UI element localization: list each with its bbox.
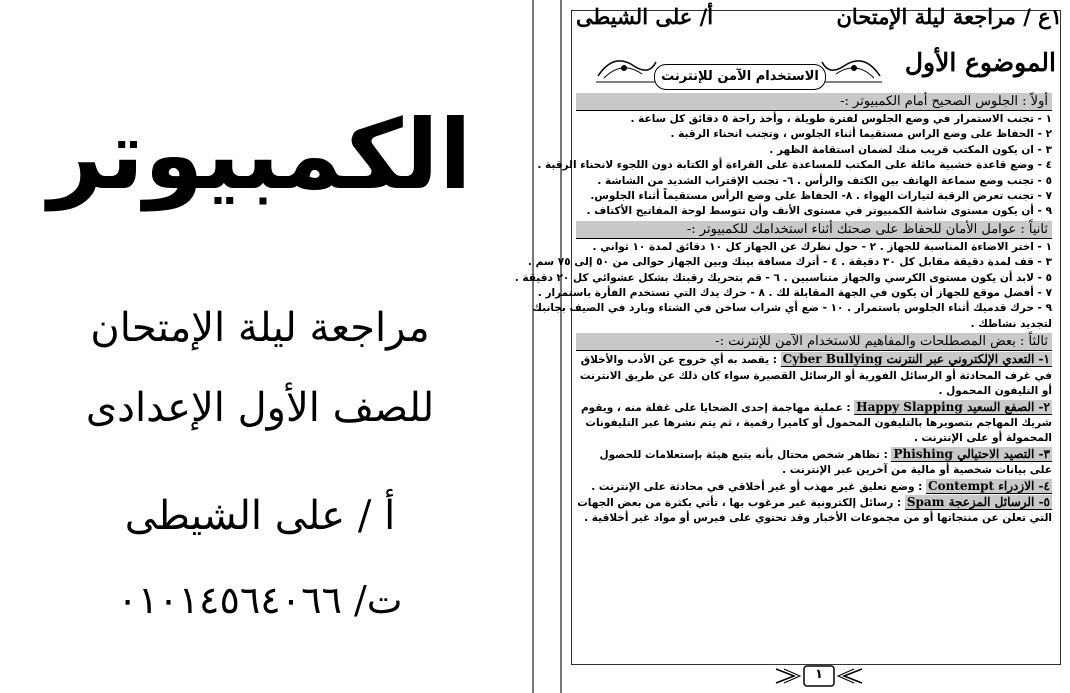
list-item: ٧ - أفضل موقع للجهاز أن يكون في الجهة المقابلة لك . ٨ - حرك يدك التي تستخدم الفأرة باستمرار .: [537, 287, 1052, 300]
term-item: [576, 400, 1052, 447]
term-label: ١- التعدي الإلكتروني عبر النترنت Cyber Bullying: [782, 352, 1050, 367]
page-number: ١: [815, 667, 823, 682]
topic-title: الموضوع الأول: [904, 48, 1056, 77]
list-item: ١ - اختر الاضاءة المناسبة للجهاز . ٢ - حول نظرك عن الجهاز كل ١٠ دقائق لمدة ١٠ ثواني .: [592, 240, 1052, 253]
list-item: ٧ - تجنب تعرض الرقبة لتيارات الهواء . ٨- الحفاظ على وضع الرأس مستقيماً أثناء الجلوس.: [590, 190, 1052, 203]
page-content: [514, 92, 1052, 527]
page-gutter: [532, 0, 562, 693]
page-header: [564, 4, 1070, 34]
list-item: ٣ - قف لمدة دقيقة مقابل كل ٣٠ دقيقة . ٤ - أترك مسافة بينك وبين الجهاز حوالى من ٥٠ إلى ٧٥ سم .: [527, 256, 1052, 269]
cover-title: الكمبيوتر: [48, 99, 472, 211]
list-item: ٩ - أن يكون مستوى شاشة الكمبيوتر في مستوى الأنف وأن تتوسط لوحة المفاتيح الأكتاف .: [586, 205, 1052, 218]
decorative-banner: [594, 48, 884, 84]
topic-row: [576, 38, 1062, 88]
list-item: ٥ - لابد أن يكون مستوى الكرسي والجهاز متناسبين . ٦ - قم بتحريك رقبتك بشكل عشوائي كل ٢٠ دقيقة .: [514, 271, 1052, 284]
header-review: ١ع / مراجعة ليلة الإمتحان: [836, 4, 1062, 29]
cover-subtitle: مراجعة ليلة الإمتحان: [90, 305, 430, 351]
term-definition: : وضع تعليق غير مهذب أو غير أخلاقي في محادثة على الإنترنت .: [591, 480, 923, 493]
list-item: لتجديد نشاطك .: [970, 317, 1052, 330]
term-item: [576, 479, 1052, 495]
term-item: [576, 447, 1052, 479]
topic-banner: الاستخدام الآمن للإنترنت: [654, 64, 826, 90]
section-heading-1: أولاً : الجلوس الصحيح أمام الكمبيوتر :-: [576, 93, 1052, 111]
cover-page: [0, 0, 532, 693]
content-page: [514, 0, 1070, 693]
section-heading-2: ثانياً : عوامل الأمان للحفاظ على صحتك أثناء استخدامك للكمبيوتر :-: [576, 221, 1052, 239]
list-item: ٣ - ان يكون المكتب قريب منك لضمان استقامة الظهر .: [769, 143, 1052, 156]
term-definition: : تظاهر شخص محتال بأنه يتبع هيئة بإستعلامات للحصول على بيانات شخصية أو مالية من آخرين عبر الإنترنت .: [599, 448, 1052, 477]
list-item: ٢ - الحفاظ على وضع الراس مستقيما أثناء الجلوس ، وتجنب انحناء الرقبة .: [670, 128, 1052, 141]
term-definition: : يقصد به أي خروج عن الأدب والأخلاق في غرف المحادثة أو الرسائل الفورية أو الرسائل القصيرة سواء كان ذلك عن طريق الانترنت أو التليفون المحمول .: [579, 354, 1052, 398]
cover-grade: للصف الأول الإعدادى: [85, 385, 435, 431]
term-label: ٤- الازدراء Contempt: [928, 478, 1050, 493]
term-definition: : رسائل إلكترونية غير مرغوب بها ، تأتي بكثرة من بعض الجهات التي تعلن عن منتجاتها أو من مجموعات الأخبار وقد تحتوي على فيرس أو مواد غير أخلاقية .: [577, 496, 1052, 525]
header-teacher: أ/ على الشيطى: [576, 4, 714, 29]
term-item: [576, 495, 1052, 527]
list-item: ٤ - وضع قاعدة خشبية مائلة على المكتب للمساعدة على القراءة أو الكتابة دون اللجوء لانحناء الرقبة .: [537, 159, 1052, 172]
term-label: ٢- الصفع السعيد Happy Slapping: [856, 399, 1050, 414]
section-heading-3: ثالثاً : بعض المصطلحات والمفاهيم للاستخدام الآمن للإنترنت :-: [576, 333, 1052, 351]
term-label: ٥- الرسائل المزعجة Spam: [906, 494, 1050, 509]
page-number-badge: [774, 665, 864, 687]
cover-phone: ت/ ٠١٠١٤٥٦٤٠٦٦: [117, 578, 403, 622]
term-item: [576, 352, 1052, 399]
list-item: ٥ - تجنب وضع سماعة الهاتف بين الكتف والرأس . ٦- تجنب الإقتراب الشديد من الشاشة .: [597, 174, 1052, 187]
term-definition: : عملية مهاجمة إحدى الضحايا على غفلة منه ، ويقوم شريك المهاجم بتصويرها بالتليفون المحمول أو كاميرا رقمية ، ثم يتم نشرها عبر التليفونات المحمولة أو على الإنترنت .: [580, 401, 1052, 445]
list-item: ١ - تجنب الاستمرار في وضع الجلوس لفترة طويلة ، وأخذ راحة ٥ دقائق كل ساعة .: [630, 113, 1052, 125]
cover-teacher: أ / على الشيطى: [124, 493, 396, 539]
list-item: ٩ - حرك قدميك أثناء الجلوس باستمرار . ١٠ - ضع أي شراب ساخن في الشتاء وبارد في الصيف بجانبك: [532, 302, 1052, 315]
term-label: ٣- التصيد الاحتيالي Phishing: [893, 446, 1050, 461]
